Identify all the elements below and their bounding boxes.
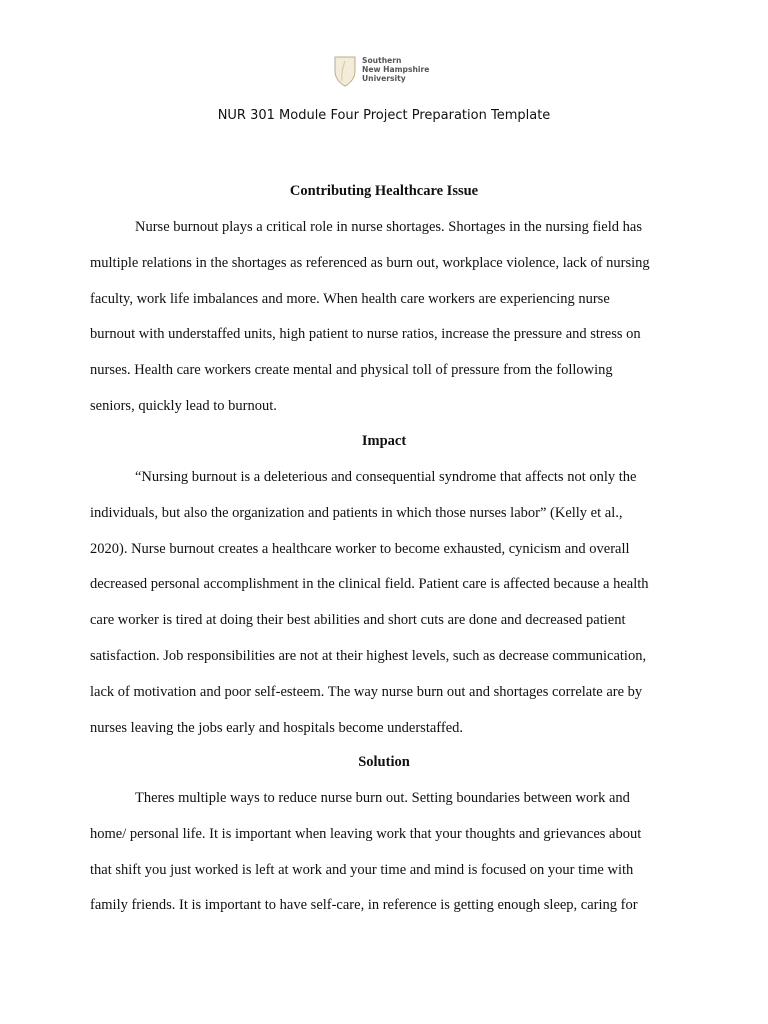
paragraph-line: care worker is tired at doing their best abilities and short cuts are done and decreased patient xyxy=(90,612,626,629)
section-heading: Contributing Healthcare Issue xyxy=(289,183,479,199)
paragraph-line: lack of motivation and poor self-esteem. The way nurse burn out and shortages correlate are by xyxy=(90,683,643,700)
section-paragraph xyxy=(90,460,690,746)
section-paragraph xyxy=(90,210,690,425)
paragraph-line: nurses leaving the jobs early and hospitals become understaffed. xyxy=(90,719,463,736)
paragraph-line: seniors, quickly lead to burnout. xyxy=(90,397,277,414)
logo-line: Southern xyxy=(362,56,402,65)
paragraph-line: that shift you just worked is left at work and your time and mind is focused on your time with xyxy=(90,861,634,878)
paragraph-line: “Nursing burnout is a deleterious and consequential syndrome that affects not only the xyxy=(135,469,637,485)
paragraph-line: Theres multiple ways to reduce nurse burn out. Setting boundaries between work and xyxy=(135,790,630,806)
university-logo xyxy=(333,55,437,87)
section-heading: Solution xyxy=(358,754,410,770)
paragraph-line: home/ personal life. It is important when leaving work that your thoughts and grievances about xyxy=(90,825,642,842)
logo-line: University xyxy=(362,74,406,83)
section-heading: Impact xyxy=(361,433,407,449)
paragraph-line: decreased personal accomplishment in the clinical field. Patient care is affected because a health xyxy=(90,576,649,593)
paragraph-line: burnout with understaffed units, high patient to nurse ratios, increase the pressure and stress on xyxy=(90,326,641,343)
paragraph-line: nurses. Health care workers create mental and physical toll of pressure from the following xyxy=(90,362,613,379)
paragraph-line: faculty, work life imbalances and more. When health care workers are experiencing nurse xyxy=(90,290,610,307)
template-title: NUR 301 Module Four Project Preparation Template xyxy=(217,108,551,123)
logo-line: New Hampshire xyxy=(362,65,430,74)
paragraph-line: 2020). Nurse burnout creates a healthcare worker to become exhausted, cynicism and overall xyxy=(90,540,630,557)
section-paragraph xyxy=(90,781,690,924)
paragraph-line: individuals, but also the organization and patients in which those nurses labor” (Kelly et al., xyxy=(90,504,623,521)
paragraph-line: multiple relations in the shortages as referenced as burn out, workplace violence, lack of nursing xyxy=(90,254,650,271)
paragraph-line: satisfaction. Job responsibilities are not at their highest levels, such as decrease communication, xyxy=(90,647,647,664)
paragraph-line: Nurse burnout plays a critical role in nurse shortages. Shortages in the nursing field has xyxy=(135,219,642,235)
shield-icon xyxy=(333,55,357,87)
paragraph-line: family friends. It is important to have self-care, in reference is getting enough sleep, caring for xyxy=(90,897,638,914)
